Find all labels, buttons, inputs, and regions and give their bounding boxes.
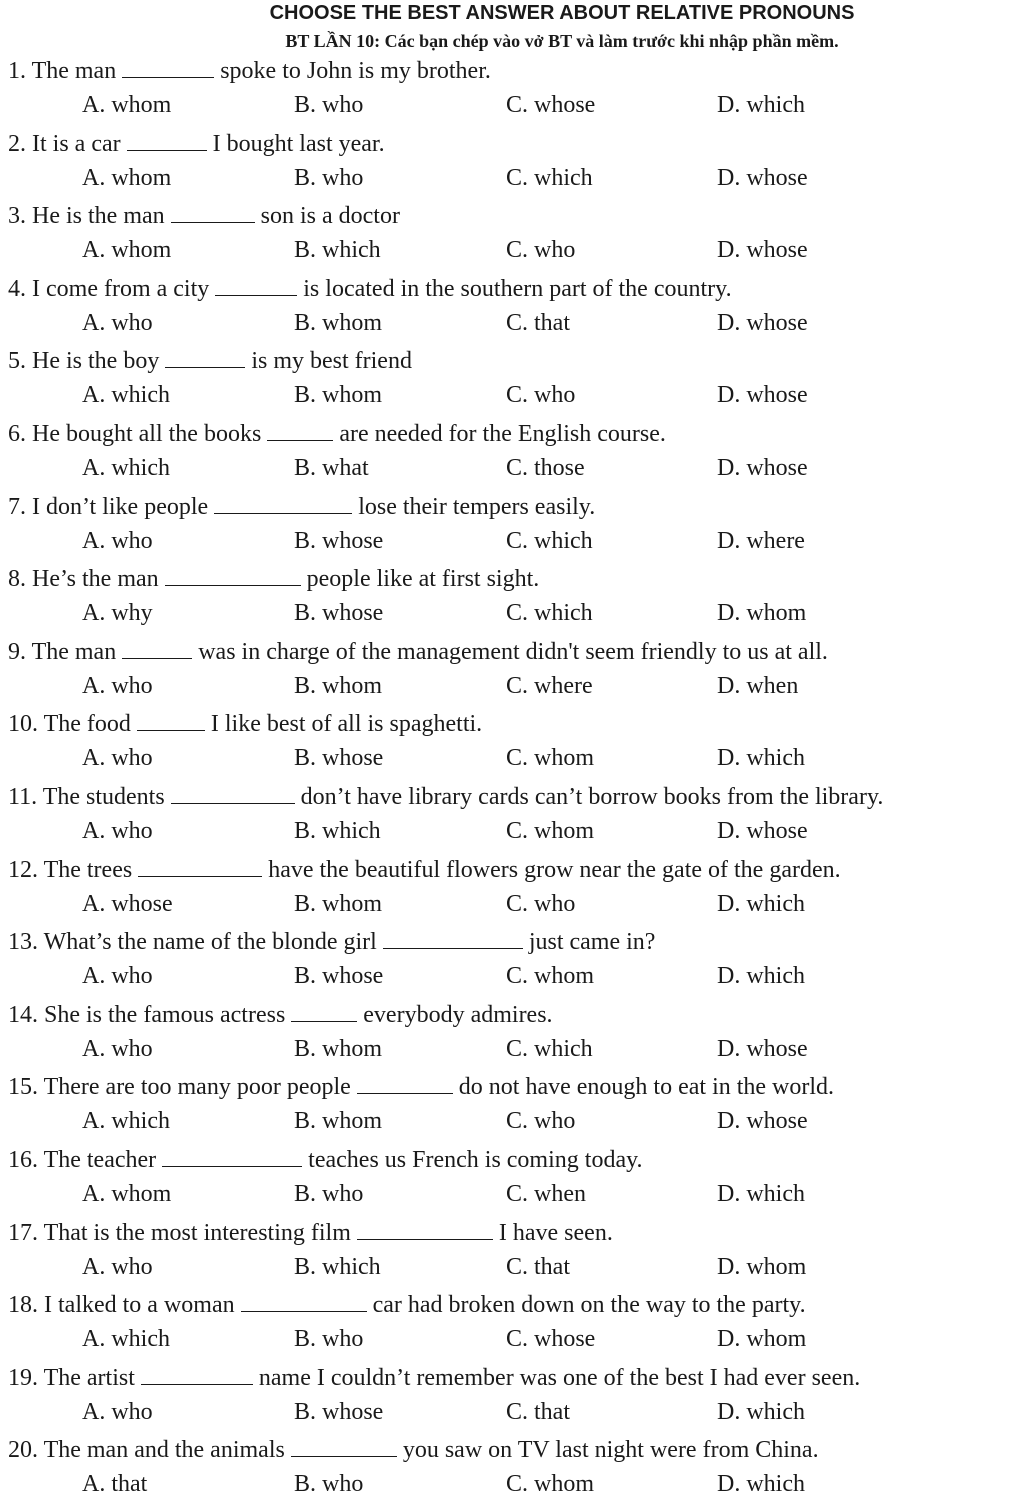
answer-blank — [291, 999, 357, 1022]
option-d: D. which — [717, 92, 805, 118]
option-a: A. who — [82, 817, 153, 844]
question-item — [0, 1286, 1024, 1359]
question-text-before: The teacher — [43, 1146, 157, 1173]
option-c: C. whose — [506, 1326, 596, 1353]
option-b: B. whose — [294, 527, 384, 554]
question-item — [0, 197, 1024, 270]
answer-blank — [137, 708, 205, 731]
question-text-before: It is a car — [32, 130, 121, 157]
option-c: C. where — [506, 672, 593, 699]
question-text-before: The man — [31, 58, 117, 84]
option-b: B. what — [294, 454, 369, 481]
question-text-after: have the beautiful flowers grow near the gate of the garden. — [268, 856, 841, 883]
question-number: 13. — [8, 929, 38, 956]
answer-blank — [127, 128, 207, 151]
answer-blank — [141, 1362, 253, 1385]
question-number: 1. — [8, 58, 26, 84]
option-d: D. whose — [717, 164, 808, 191]
question-number: 16. — [8, 1146, 38, 1173]
option-b: B. who — [294, 1471, 364, 1498]
question-item — [0, 851, 1024, 924]
option-a: A. who — [82, 672, 153, 699]
question-text-after: is my best friend — [251, 348, 412, 375]
option-c: C. who — [506, 382, 576, 409]
answer-blank — [291, 1434, 397, 1457]
question-stem — [8, 128, 385, 159]
question-number: 17. — [8, 1219, 38, 1246]
question-stem — [8, 708, 482, 739]
question-number: 14. — [8, 1001, 38, 1028]
question-text-before: She is the famous actress — [44, 1001, 286, 1028]
option-c: C. whom — [506, 745, 595, 772]
option-d: D. whom — [717, 1326, 807, 1353]
question-text-after: are needed for the English course. — [339, 420, 666, 447]
option-d: D. where — [717, 527, 805, 554]
question-number: 18. — [8, 1292, 38, 1319]
option-c: C. whom — [506, 817, 595, 844]
question-stem — [8, 563, 539, 594]
option-d: D. which — [717, 745, 805, 772]
option-c: C. that — [506, 1253, 570, 1280]
option-d: D. whose — [717, 1035, 808, 1062]
answer-blank — [122, 55, 214, 78]
question-item — [0, 1431, 1024, 1504]
option-d: D. whose — [717, 1108, 808, 1135]
question-number: 11. — [8, 783, 38, 810]
question-text-before: The man and the animals — [43, 1437, 285, 1464]
question-number: 7. — [8, 493, 26, 520]
question-text-after: lose their tempers easily. — [358, 493, 596, 520]
option-d: D. which — [717, 890, 805, 917]
question-stem — [8, 1362, 860, 1393]
option-b: B. whom — [294, 309, 383, 336]
option-b: B. whom — [294, 1108, 383, 1135]
question-item — [0, 1068, 1024, 1141]
answer-blank — [214, 491, 352, 514]
question-number: 2. — [8, 130, 26, 157]
option-a: A. who — [82, 309, 153, 336]
question-text-after: teaches us French is coming today. — [308, 1146, 643, 1173]
option-a: A. which — [82, 1108, 170, 1135]
option-a: A. whose — [82, 890, 173, 917]
question-text-before: The students — [42, 783, 165, 810]
question-item — [0, 705, 1024, 778]
option-c: C. which — [506, 600, 593, 627]
option-c: C. which — [506, 1035, 593, 1062]
question-item — [0, 778, 1024, 851]
option-c: C. those — [506, 454, 585, 481]
question-stem — [8, 1217, 613, 1248]
option-c: C. when — [506, 1180, 586, 1207]
question-stem — [8, 55, 491, 86]
question-number: 15. — [8, 1074, 38, 1101]
option-b: B. which — [294, 1253, 381, 1280]
option-d: D. which — [717, 963, 805, 990]
question-text-after: just came in? — [528, 929, 656, 956]
question-text-before: I don’t like people — [32, 493, 209, 520]
question-item — [0, 1141, 1024, 1214]
question-stem — [8, 1434, 819, 1465]
option-c: C. who — [506, 890, 576, 917]
question-number: 19. — [8, 1364, 38, 1391]
answer-blank — [215, 273, 297, 296]
question-stem — [8, 636, 828, 667]
option-d: D. which — [717, 1471, 805, 1498]
question-item — [0, 415, 1024, 488]
option-b: B. whom — [294, 382, 383, 409]
question-text-after: everybody admires. — [363, 1001, 553, 1028]
question-stem — [8, 781, 883, 812]
question-stem — [8, 200, 400, 231]
question-number: 8. — [8, 566, 26, 593]
option-c: C. that — [506, 309, 570, 336]
option-b: B. whose — [294, 600, 384, 627]
option-a: A. why — [82, 600, 153, 627]
option-a: A. which — [82, 1326, 170, 1353]
option-d: D. which — [717, 1398, 805, 1425]
question-text-before: I come from a city — [32, 275, 210, 302]
option-b: B. whose — [294, 745, 384, 772]
question-number: 6. — [8, 420, 26, 447]
answer-blank — [122, 636, 192, 659]
answer-blank — [383, 926, 523, 949]
option-d: D. whose — [717, 382, 808, 409]
answer-blank — [165, 563, 301, 586]
answer-blank — [241, 1289, 367, 1312]
question-item — [0, 923, 1024, 996]
option-b: B. whom — [294, 890, 383, 917]
option-d: D. which — [717, 1180, 805, 1207]
question-item — [0, 1359, 1024, 1432]
answer-blank — [171, 781, 295, 804]
question-text-after: you saw on TV last night were from China. — [402, 1437, 819, 1464]
option-b: B. whose — [294, 1398, 384, 1425]
question-stem — [8, 1071, 834, 1102]
question-text-after: car had broken down on the way to the party. — [372, 1292, 806, 1319]
option-d: D. whose — [717, 817, 808, 844]
question-stem — [8, 418, 666, 449]
question-list — [0, 52, 1024, 1504]
question-stem — [8, 854, 841, 885]
option-b: B. whom — [294, 672, 383, 699]
answer-blank — [165, 345, 245, 368]
question-stem — [8, 273, 732, 304]
question-text-after: spoke to John is my brother. — [220, 58, 491, 84]
option-a: A. who — [82, 1253, 153, 1280]
option-c: C. which — [506, 164, 593, 191]
question-number: 20. — [8, 1437, 38, 1464]
option-a: A. whom — [82, 92, 172, 118]
question-item — [0, 125, 1024, 198]
option-d: D. whom — [717, 600, 807, 627]
option-b: B. who — [294, 92, 364, 118]
option-b: B. who — [294, 1326, 364, 1353]
question-stem — [8, 1289, 806, 1320]
answer-blank — [162, 1144, 302, 1167]
option-c: C. who — [506, 237, 576, 264]
question-item — [0, 52, 1024, 125]
question-item — [0, 270, 1024, 343]
option-a: A. whom — [82, 237, 172, 264]
option-b: B. who — [294, 164, 364, 191]
question-text-after: is located in the southern part of the country. — [303, 275, 732, 302]
question-text-before: The man — [31, 638, 117, 665]
worksheet-title: CHOOSE THE BEST ANSWER ABOUT RELATIVE PRONOUNS — [269, 2, 855, 24]
answer-blank — [357, 1071, 453, 1094]
answer-blank — [171, 200, 255, 223]
question-number: 3. — [8, 203, 26, 230]
question-text-before: The artist — [43, 1364, 135, 1391]
answer-blank — [138, 854, 262, 877]
question-text-before: The food — [43, 711, 131, 738]
option-d: D. whose — [717, 454, 808, 481]
question-stem — [8, 1144, 643, 1175]
option-b: B. which — [294, 237, 381, 264]
option-a: A. who — [82, 1398, 153, 1425]
answer-blank — [357, 1217, 493, 1240]
question-text-after: was in charge of the management didn't seem friendly to us at all. — [198, 638, 828, 665]
question-item — [0, 1214, 1024, 1287]
option-a: A. who — [82, 745, 153, 772]
question-text-before: The trees — [43, 856, 133, 883]
option-a: A. which — [82, 382, 170, 409]
option-b: B. whom — [294, 1035, 383, 1062]
question-number: 10. — [8, 711, 38, 738]
question-text-after: I have seen. — [498, 1219, 613, 1246]
question-text-before: He bought all the books — [32, 420, 262, 447]
option-c: C. who — [506, 1108, 576, 1135]
question-text-before: There are too many poor people — [43, 1074, 351, 1101]
option-a: A. whom — [82, 1180, 172, 1207]
question-text-before: What’s the name of the blonde girl — [43, 929, 377, 956]
option-c: C. whose — [506, 92, 596, 118]
option-a: A. whom — [82, 164, 172, 191]
option-a: A. who — [82, 527, 153, 554]
option-b: B. who — [294, 1180, 364, 1207]
option-c: C. which — [506, 527, 593, 554]
question-item — [0, 996, 1024, 1069]
question-text-after: don’t have library cards can’t borrow books from the library. — [300, 783, 884, 810]
option-c: C. that — [506, 1398, 570, 1425]
question-text-after: I bought last year. — [212, 130, 385, 157]
question-stem — [8, 345, 412, 376]
question-item — [0, 342, 1024, 415]
option-a: A. who — [82, 1035, 153, 1062]
question-stem — [8, 491, 595, 522]
question-text-before: He is the boy — [32, 348, 160, 375]
worksheet-instructions: BT LẦN 10: Các bạn chép vào vở BT và làm trước khi nhập phần mềm. — [285, 31, 839, 51]
option-b: B. whose — [294, 963, 384, 990]
question-number: 9. — [8, 638, 26, 665]
option-a: A. who — [82, 963, 153, 990]
question-number: 5. — [8, 348, 26, 375]
question-text-before: He is the man — [32, 203, 165, 230]
question-text-after: name I couldn’t remember was one of the best I had ever seen. — [258, 1364, 861, 1391]
question-text-after: I like best of all is spaghetti. — [210, 711, 483, 738]
question-item — [0, 560, 1024, 633]
question-item — [0, 633, 1024, 706]
question-text-before: I talked to a woman — [44, 1292, 235, 1319]
option-c: C. whom — [506, 1471, 595, 1498]
question-number: 4. — [8, 275, 26, 302]
question-stem — [8, 999, 553, 1030]
option-c: C. whom — [506, 963, 595, 990]
option-d: D. when — [717, 672, 799, 699]
option-d: D. whose — [717, 309, 808, 336]
option-a: A. which — [82, 454, 170, 481]
option-b: B. which — [294, 817, 381, 844]
question-number: 12. — [8, 856, 38, 883]
question-stem — [8, 926, 655, 957]
question-text-after: do not have enough to eat in the world. — [458, 1074, 835, 1101]
question-text-after: son is a doctor — [260, 203, 400, 230]
answer-blank — [267, 418, 333, 441]
question-text-before: He’s the man — [32, 566, 159, 593]
question-text-after: people like at first sight. — [306, 566, 540, 593]
option-a: A. that — [82, 1471, 148, 1498]
question-item — [0, 488, 1024, 561]
option-d: D. whose — [717, 237, 808, 264]
option-d: D. whom — [717, 1253, 807, 1280]
question-text-before: That is the most interesting film — [43, 1219, 351, 1246]
